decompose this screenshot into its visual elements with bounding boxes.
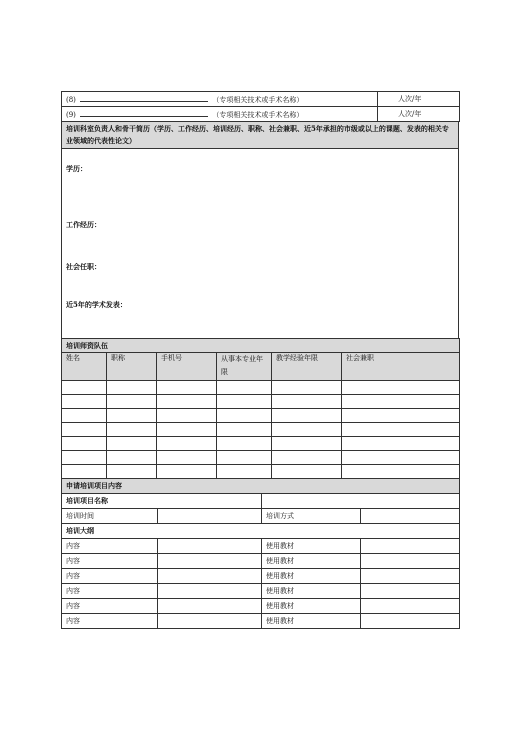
content-value[interactable]	[158, 614, 262, 629]
cell[interactable]	[342, 409, 460, 423]
content-label: 内容	[62, 554, 158, 569]
faculty-header: 培训师资队伍	[62, 339, 460, 353]
cell[interactable]	[342, 437, 460, 451]
cell[interactable]	[217, 381, 272, 395]
cell[interactable]	[272, 437, 342, 451]
outline-row	[62, 539, 460, 554]
top-table	[61, 91, 460, 122]
cell[interactable]	[217, 423, 272, 437]
table-row	[62, 437, 460, 451]
cell[interactable]	[272, 423, 342, 437]
blank-underline[interactable]	[80, 93, 208, 102]
cell[interactable]	[157, 423, 217, 437]
outline-row	[62, 584, 460, 599]
cell[interactable]	[62, 465, 107, 479]
outline-row	[62, 569, 460, 584]
cell[interactable]	[62, 423, 107, 437]
cell[interactable]	[107, 381, 157, 395]
item-9-cell	[62, 107, 378, 122]
work-label: 工作经历：	[66, 220, 101, 229]
content-value[interactable]	[158, 599, 262, 614]
cell[interactable]	[272, 451, 342, 465]
cell[interactable]	[107, 423, 157, 437]
cell[interactable]	[342, 465, 460, 479]
content-value[interactable]	[158, 539, 262, 554]
cell[interactable]	[272, 395, 342, 409]
project-header: 申请培训项目内容	[62, 479, 460, 494]
col-name: 姓名	[62, 353, 107, 381]
faculty-table	[61, 338, 460, 479]
academic-label: 近5年的学术发表：	[66, 300, 127, 309]
material-value[interactable]	[361, 584, 460, 599]
outline-row	[62, 554, 460, 569]
training-method-label: 培训方式	[262, 509, 361, 524]
cell[interactable]	[62, 381, 107, 395]
cell[interactable]	[107, 465, 157, 479]
unit-cell: 人次/年	[378, 107, 460, 122]
table-row	[62, 451, 460, 465]
project-name-label: 培训项目名称	[62, 494, 262, 509]
social-label: 社会任职：	[66, 262, 101, 271]
cell[interactable]	[272, 465, 342, 479]
cell[interactable]	[62, 451, 107, 465]
table-row	[62, 381, 460, 395]
material-label: 使用教材	[262, 569, 361, 584]
training-outline-label: 培训大纲	[62, 524, 460, 539]
resume-body[interactable]	[62, 149, 459, 339]
education-label: 学历：	[66, 164, 87, 173]
material-label: 使用教材	[262, 554, 361, 569]
material-label: 使用教材	[262, 599, 361, 614]
material-value[interactable]	[361, 539, 460, 554]
cell[interactable]	[217, 451, 272, 465]
col-teaching-years: 教学经验年限	[272, 353, 342, 381]
cell[interactable]	[62, 395, 107, 409]
training-time-value[interactable]	[158, 509, 262, 524]
project-name-value[interactable]	[262, 494, 460, 509]
material-label: 使用教材	[262, 539, 361, 554]
col-phone: 手机号	[157, 353, 217, 381]
cell[interactable]	[107, 409, 157, 423]
item-desc: （专项相关技术或手术名称）	[212, 96, 304, 104]
material-label: 使用教材	[262, 584, 361, 599]
cell[interactable]	[272, 381, 342, 395]
content-value[interactable]	[158, 569, 262, 584]
cell[interactable]	[217, 465, 272, 479]
content-value[interactable]	[158, 554, 262, 569]
cell[interactable]	[157, 437, 217, 451]
cell[interactable]	[342, 395, 460, 409]
material-value[interactable]	[361, 599, 460, 614]
content-label: 内容	[62, 584, 158, 599]
cell[interactable]	[342, 451, 460, 465]
item-number: (9)	[66, 111, 76, 119]
training-method-value[interactable]	[361, 509, 460, 524]
table-row	[62, 395, 460, 409]
cell[interactable]	[157, 409, 217, 423]
cell[interactable]	[107, 437, 157, 451]
training-time-label: 培训时间	[62, 509, 158, 524]
material-value[interactable]	[361, 614, 460, 629]
col-title: 职称	[107, 353, 157, 381]
table-row	[62, 465, 460, 479]
content-label: 内容	[62, 599, 158, 614]
outline-row	[62, 614, 460, 629]
resume-table	[61, 121, 459, 339]
cell[interactable]	[62, 409, 107, 423]
cell[interactable]	[342, 423, 460, 437]
cell[interactable]	[107, 451, 157, 465]
col-social-role: 社会兼职	[342, 353, 460, 381]
item-desc: （专项相关技术或手术名称）	[212, 111, 304, 119]
item-8-cell	[62, 92, 378, 107]
project-table	[61, 478, 460, 629]
cell[interactable]	[157, 451, 217, 465]
col-years-specialty: 从事本专业年限	[217, 353, 272, 381]
blank-underline[interactable]	[80, 108, 208, 117]
cell[interactable]	[342, 381, 460, 395]
cell[interactable]	[217, 437, 272, 451]
table-row	[62, 423, 460, 437]
content-value[interactable]	[158, 584, 262, 599]
content-label: 内容	[62, 539, 158, 554]
material-label: 使用教材	[262, 614, 361, 629]
unit-cell: 人次/年	[378, 92, 460, 107]
outline-row	[62, 599, 460, 614]
cell[interactable]	[217, 395, 272, 409]
cell[interactable]	[157, 381, 217, 395]
cell[interactable]	[157, 465, 217, 479]
content-label: 内容	[62, 569, 158, 584]
content-label: 内容	[62, 614, 158, 629]
cell[interactable]	[62, 437, 107, 451]
material-value[interactable]	[361, 554, 460, 569]
resume-header: 培训科室负责人和骨干简历（学历、工作经历、培训经历、职称、社会兼职、近5年承担的市级或以上的课题、发表的相关专业领域的代表性论文）	[62, 122, 459, 149]
table-row	[62, 409, 460, 423]
material-value[interactable]	[361, 569, 460, 584]
cell[interactable]	[157, 395, 217, 409]
cell[interactable]	[107, 395, 157, 409]
item-number: (8)	[66, 96, 76, 104]
cell[interactable]	[217, 409, 272, 423]
cell[interactable]	[272, 409, 342, 423]
